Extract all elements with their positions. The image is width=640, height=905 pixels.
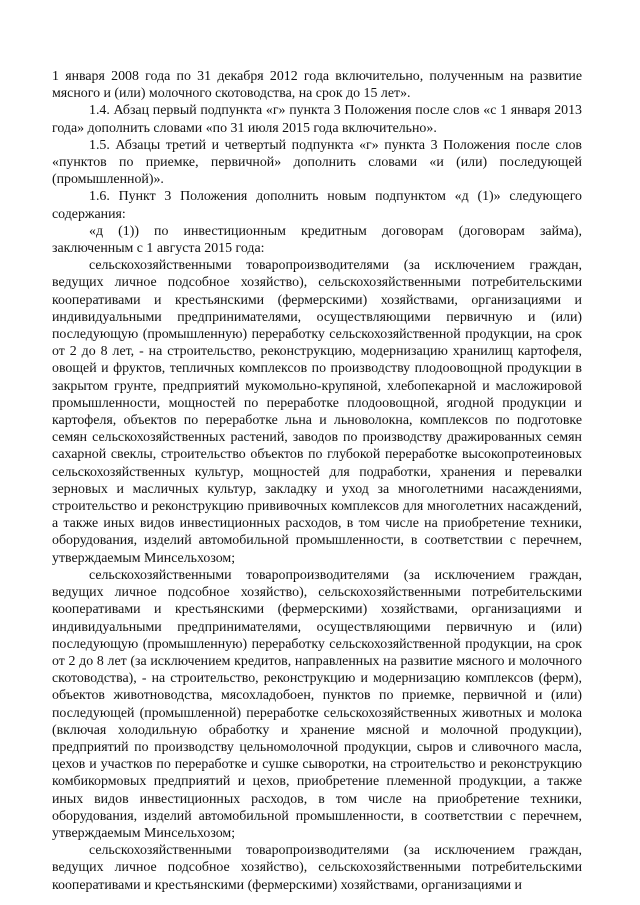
paragraph-subpoint-d1: «д (1)) по инвестиционным кредитным договорам (договорам займа), заключенным с 1 августа 2015 года:	[52, 223, 582, 257]
paragraph-producers-next: сельскохозяйственными товаропроизводителями (за исключением граждан, ведущих личное подсобное хозяйство), сельскохозяйственными потребительскими кооперативами и крестьянскими (фермерскими) хозяйствами, организациями и	[52, 843, 582, 893]
paragraph-producers-crops: сельскохозяйственными товаропроизводителями (за исключением граждан, ведущих личное подсобное хозяйство), сельскохозяйственными потребительскими кооперативами и крестьянскими (фермерскими) хозяйствами, организациями и индивидуальными предпринимателями, осуществляющими первичную и (или) последующую (промышленную) переработку сельскохозяйственной продукции, на срок от 2 до 8 лет, - на строительство, реконструкцию, модернизацию хранилищ картофеля, овощей и фруктов, тепличных комплексов по производству плодоовощной продукции в закрытом грунте, предприятий мукомольно-крупяной, хлебопекарной и масложировой промышленности, мощностей по переработке плодоовощной, ягодной продукции и картофеля, объектов по переработке льна и льноволокна, комплексов по подготовке семян сельскохозяйственных растений, заводов по производству дражированных семян сахарной свеклы, строительство объектов по глубокой переработке высокопротеиновых сельскохозяйственных культур, мощностей для подработки, хранения и перевалки зерновых и масличных культур, закладку и уход за многолетними насаждениями, строительство и реконструкцию прививочных комплексов для многолетних насаждений, а также иных видов инвестиционных расходов, в том числе на приобретение техники, оборудования, изделий автомобильной промышленности, в соответствии с перечнем, утверждаемым Минсельхозом;	[52, 258, 582, 566]
document-page	[52, 68, 582, 894]
paragraph-continuation: 1 января 2008 года по 31 декабря 2012 года включительно, полученным на развитие мясного и (или) молочного скотоводства, на срок до 15 лет».	[52, 69, 582, 102]
paragraph-1-6: 1.6. Пункт 3 Положения дополнить новым подпунктом «д (1)» следующего содержания:	[52, 189, 582, 222]
paragraph-1-4: 1.4. Абзац первый подпункта «г» пункта 3 Положения после слов «с 1 января 2013 года» дополнить словами «по 31 июля 2015 года включительно».	[52, 103, 582, 136]
paragraph-1-5: 1.5. Абзацы третий и четвертый подпункта «г» пункта 3 Положения после слов «пунктов по приемке, первичной» дополнить словами «и (или) последующей (промышленной)».	[52, 137, 582, 188]
paragraph-producers-livestock: сельскохозяйственными товаропроизводителями (за исключением граждан, ведущих личное подсобное хозяйство), сельскохозяйственными потребительскими кооперативами и крестьянскими (фермерскими) хозяйствами, организациями и индивидуальными предпринимателями, осуществляющими первичную и (или) последующую (промышленную) переработку сельскохозяйственной продукции, на срок от 2 до 8 лет (за исключением кредитов, направленных на развитие мясного и молочного скотоводства), - на строительство, реконструкцию и модернизацию комплексов (ферм), объектов животноводства, мясохладобоен, пунктов по приемке, первичной и (или) последующей (промышленной) переработке сельскохозяйственных животных и молока (включая холодильную обработку и хранение мясной и молочной продукции), предприятий по производству цельномолочной продукции, сыров и сливочного масла, цехов и участков по переработке и сушке сыворотки, на строительство и реконструкцию комбикормовых предприятий и цехов, приобретение племенной продукции, а также иных видов инвестиционных расходов, в том числе на приобретение техники, оборудования, изделий автомобильной промышленности, в соответствии с перечнем, утверждаемым Минсельхозом;	[52, 567, 582, 841]
